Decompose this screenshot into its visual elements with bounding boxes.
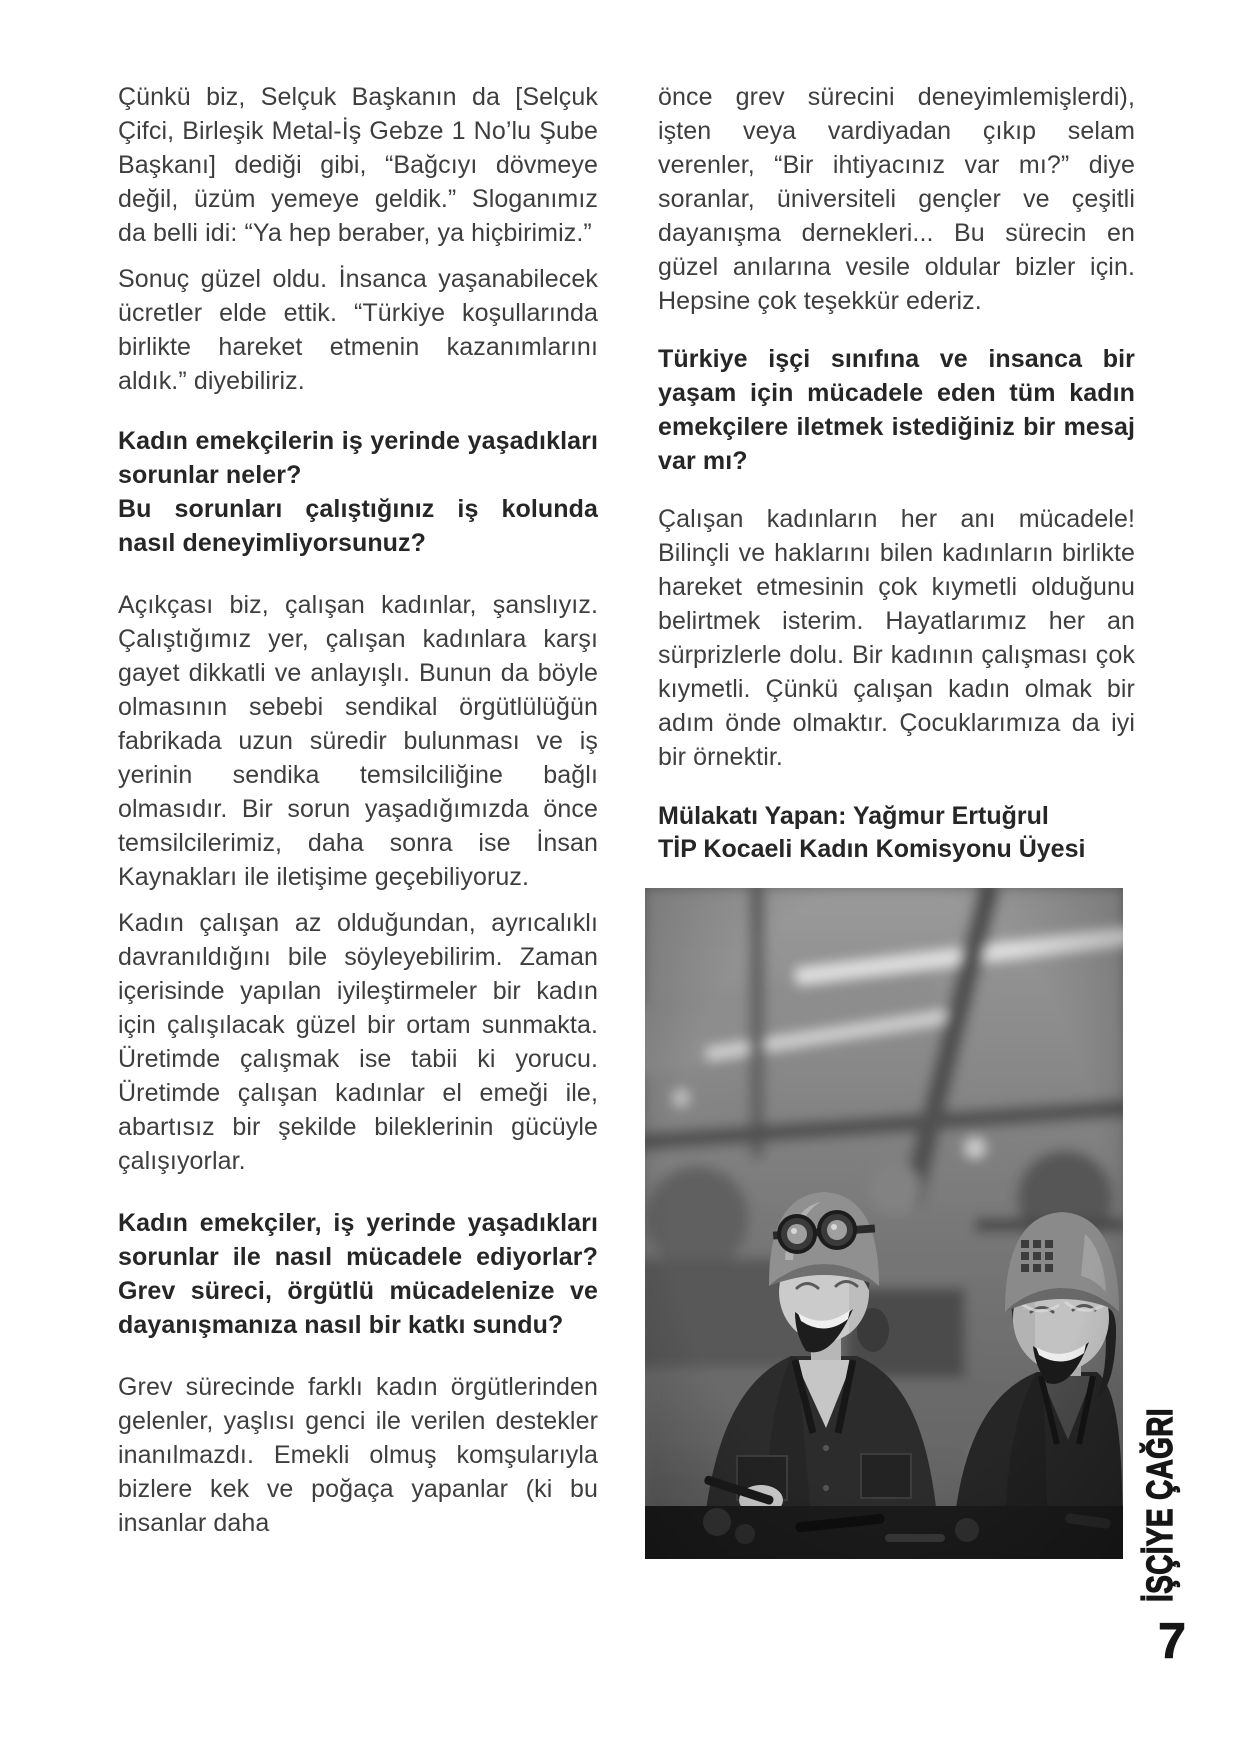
question-line: Bu sorunları çalıştığınız iş kolunda nasıl deneyimliyorsunuz? (118, 495, 598, 557)
credit-line: TİP Kocaeli Kadın Komisyonu Üyesi (658, 835, 1086, 863)
left-column (118, 80, 598, 1552)
interview-question: Türkiye işçi sınıfına ve insanca bir yaşam için mücadele eden tüm kadın emekçilere iletmek istediğiniz bir mesaj var mı? (658, 345, 1135, 475)
paragraph: önce grev sürecini deneyimlemişlerdi), işten veya vardiyadan çıkıp selam verenler, “Bir ihtiyacınız var mı?” diye soranlar, üniversiteli gençler ve çeşitli dayanışma dernekleri... Bu sürecin en güzel anılarına vesile oldular bizler için. Hepsine çok teşekkür ederiz. (658, 83, 1135, 315)
paragraph: Sonuç güzel oldu. İnsanca yaşanabilecek ücretler elde ettik. “Türkiye koşullarında birlikte hareket etmenin kazanımlarını aldık.” diyebiliriz. (118, 265, 598, 395)
magazine-section-title-vertical: İŞÇİYE ÇAĞRI (1140, 1408, 1181, 1602)
paragraph: Kadın çalışan az olduğundan, ayrıcalıklı davranıldığını bile söyleyebilirim. Zaman içerisinde yapılan iyileştirmeler bir kadın için çalışılacak güzel bir ortam sunmakta. Üretimde çalışmak ise tabii ki yorucu. Üretimde çalışan kadınlar el emeği ile, abartısız bir şekilde bileklerinin gücüyle çalışıyorlar. (118, 909, 598, 1175)
photo-vignette (645, 888, 1123, 1559)
paragraph: Grev sürecinde farklı kadın örgütlerinden gelenler, yaşlısı genci ile verilen destekler inanılmazdı. Emekli olmuş komşularıyla bizlere kek ve poğaça yapanlar (ki bu insanlar daha (118, 1373, 598, 1537)
paragraph: Çünkü biz, Selçuk Başkanın da [Selçuk Çifci, Birleşik Metal-İş Gebze 1 No’lu Şube Başkanı] dediği gibi, “Bağcıyı dövmeye değil, üzüm yemeye geldik.” Sloganımız da belli idi: “Ya hep beraber, ya hiçbirimiz.” (118, 83, 598, 247)
right-column (658, 80, 1135, 1559)
interview-question: Kadın emekçiler, iş yerinde yaşadıkları sorunlar ile nasıl mücadele ediyorlar? Grev süreci, örgütlü mücadelenize ve dayanışmanıza nasıl bir katkı sundu? (118, 1209, 598, 1339)
interview-question (118, 424, 598, 560)
factory-photo-illustration (645, 888, 1123, 1559)
question-line: Kadın emekçilerin iş yerinde yaşadıkları sorunlar neler? (118, 427, 598, 489)
paragraph: Çalışan kadınların her anı mücadele! Bilinçli ve haklarını bilen kadınların birlikte hareket etmesinin çok kıymetli olduğunu belirtmek isterim. Hayatlarımız her an sürprizlerle dolu. Bir kadının çalışması çok kıymetli. Çünkü çalışan kadın olmak bir adım önde olmaktır. Çocuklarımıza da iyi bir örnektir. (658, 505, 1135, 771)
credit-line: Mülakatı Yapan: Yağmur Ertuğrul (658, 802, 1049, 830)
paragraph: Açıkçası biz, çalışan kadınlar, şanslıyız. Çalıştığımız yer, çalışan kadınlara karşı gayet dikkatli ve anlayışlı. Bunun da böyle olmasının sebebi sendikal örgütlülüğün fabrikada uzun süredir bulunması ve iş yerinin sendika temsilciliğine bağlı olmasıdır. Bir sorun yaşadığımızda önce temsilcilerimiz, daha sonra ise İnsan Kaynakları ile iletişime geçebiliyoruz. (118, 591, 598, 891)
factory-photo (645, 888, 1123, 1559)
page-number: 7 (1158, 1613, 1186, 1669)
interviewer-credit (658, 800, 1135, 866)
